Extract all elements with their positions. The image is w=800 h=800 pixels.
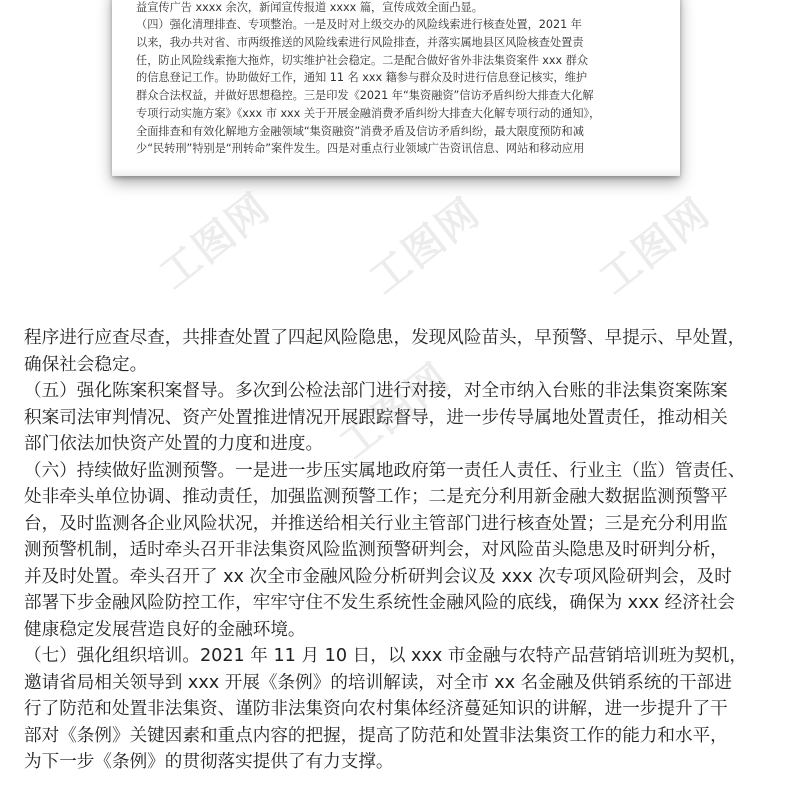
- preview-shadow-fade: [112, 168, 680, 176]
- text-line: 台，及时监测各企业风险状况，并推送给相关行业主管部门进行核查处置；三是充分利用监: [24, 513, 728, 534]
- text-line: 部对《条例》关键因素和重点内容的把握，提高了防范和处置非法集资工作的能力和水平，: [24, 725, 728, 746]
- preview-line: 益宣传广告 xxxx 余次，新闻宣传报道 xxxx 篇，宣传成效全面凸显。: [136, 0, 483, 14]
- preview-line: 的信息登记工作。协助做好工作，通知 11 名 xxx 籍参与群众及时进行信息登记核实，维护: [136, 71, 588, 85]
- preview-line: 专项行动实施方案》《xxx 市 xxx 关于开展金融消费矛盾纠纷大排查大化解专项行动的通知》，: [136, 106, 601, 120]
- text-line: 程序进行应查尽查，共排查处置了四起风险隐患，发现风险苗头，早预警、早提示、早处置，: [24, 328, 746, 348]
- text-line: 积案司法审判情况、资产处置推进情况开展跟踪督导，进一步传导属地处置责任，推动相关: [24, 407, 728, 428]
- text-line: 邀请省局相关领导到 xxx 开展《条例》的培训解读，对全市 xx 名金融及供销系统的干部进: [24, 672, 732, 693]
- section-7-paragraph-line: （七）强化组织培训。2021 年 11 月 10 日，以 xxx 市金融与农特产品营销培训班为契机，: [24, 646, 747, 666]
- main-document-text: [24, 325, 776, 776]
- watermark: 工图网: [361, 189, 489, 304]
- text-line: 行了防范和处置非法集资、谨防非法集资向农村集体经济蔓延知识的讲解，进一步提升了干: [24, 699, 728, 719]
- text-line: 健康稳定发展营造良好的金融环境。: [24, 619, 306, 640]
- preview-line: （四）强化清理排查、专项整治。一是及时对上级交办的风险线索进行核查处置，2021 年: [136, 18, 582, 32]
- preview-line: 以来，我办共对省、市两级推送的风险线索进行风险排查，并落实属地县区风险核查处置责: [136, 36, 584, 50]
- text-line: 测预警机制，适时牵头召开非法集资风险监测预警研判会，对风险苗头隐患及时研判分析，: [24, 540, 728, 560]
- text-line: 部门依法加快资产处置的力度和进度。: [24, 434, 324, 454]
- text-line: 并及时处置。牵头召开了 xx 次全市金融风险分析研判会议及 xxx 次专项风险研判会，及时: [24, 566, 732, 587]
- text-line: 确保社会稳定。: [24, 354, 148, 375]
- text-line: 为下一步《条例》的贯彻落实提供了有力支撑。: [24, 752, 394, 772]
- watermark: 工图网: [151, 184, 279, 299]
- preview-line: 任，防止风险线索拖大拖炸，切实维护社会稳定。二是配合做好省外非法集资案件 xxx 群众: [136, 53, 589, 67]
- section-6-paragraph-line: （六）持续做好监测预警。一是进一步压实属地政府第一责任人责任、行业主（监）管责任、: [24, 460, 746, 481]
- preview-line: 少“民转刑”特别是“刑转命”案件发生。四是对重点行业领域广告资讯信息、网站和移动应用: [136, 142, 585, 156]
- preview-line: 群众合法权益，并做好思想稳控。三是印发《2021 年“集资融资”信访矛盾纠纷大排查大化解: [136, 89, 594, 103]
- preview-line: 全面排查和有效化解地方金融领域“集资融资”消费矛盾及信访矛盾纠纷，最大限度预防和减: [136, 124, 584, 138]
- watermark: 工图网: [331, 354, 459, 469]
- text-line: 部署下步金融风险防控工作，牢牢守住不发生系统性金融风险的底线，确保为 xxx 经济社会: [24, 593, 735, 613]
- watermark: 工图网: [591, 189, 719, 304]
- preview-text-block: [136, 0, 661, 158]
- document-preview-card: [112, 0, 680, 176]
- text-line: 处非牵头单位协调、推动责任，加强监测预警工作；二是充分利用新金融大数据监测预警平: [24, 487, 728, 507]
- section-5-paragraph-line: （五）强化陈案积案督导。多次到公检法部门进行对接，对全市纳入台账的非法集资案陈案: [24, 381, 728, 401]
